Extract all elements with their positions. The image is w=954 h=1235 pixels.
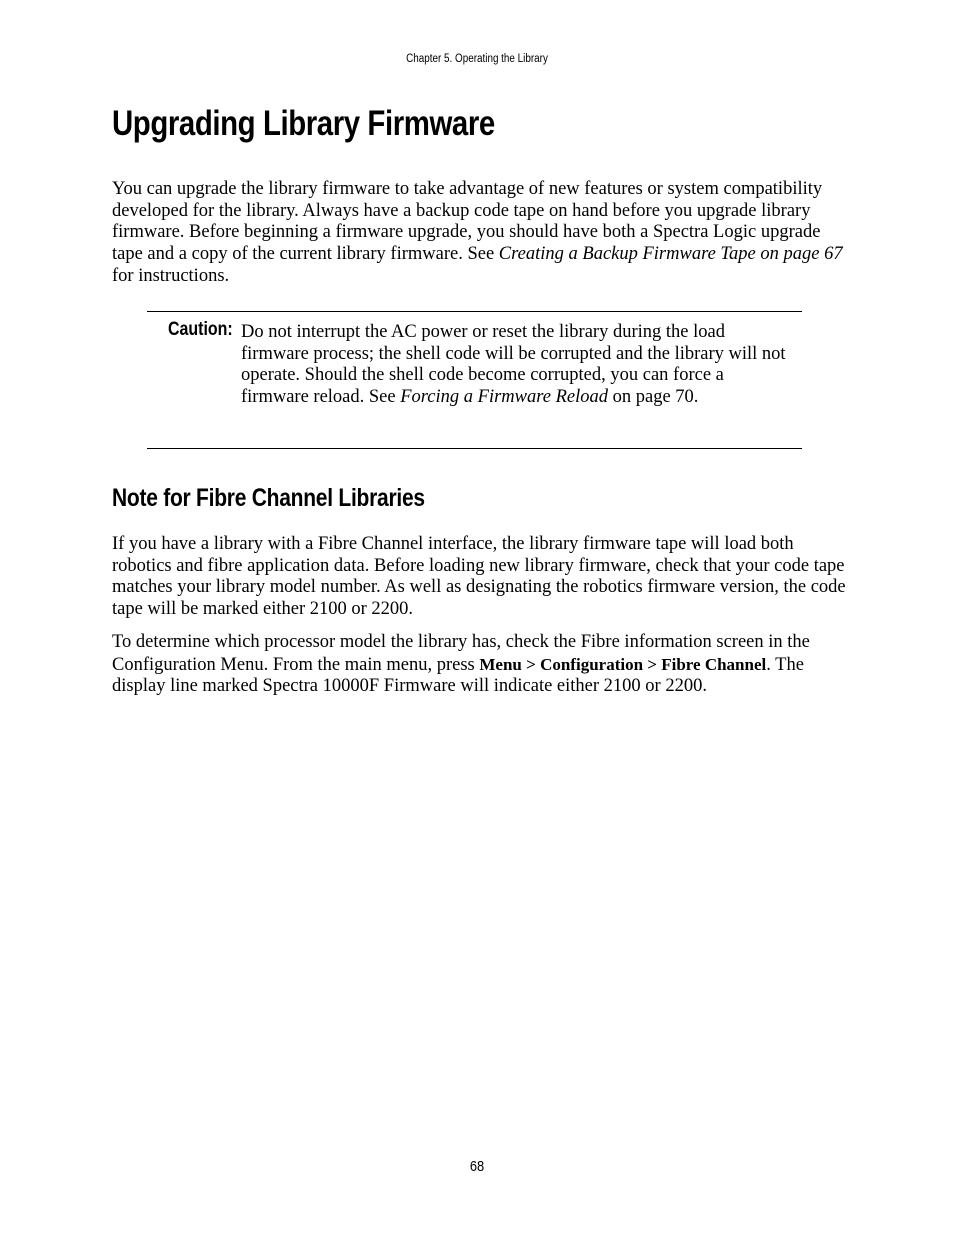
running-header: Chapter 5. Operating the Library (406, 53, 548, 65)
backup-tape-link[interactable]: Creating a Backup Firmware Tape on page 67 (498, 244, 843, 265)
caution-text (241, 322, 791, 409)
fibre-para2-text: To determine which processor model the library has, check the Fibre information screen in the Configuration Menu. From the main menu, press (112, 632, 810, 675)
fibre-para2-text-end: . The display line marked Spectra 10000F Firmware will indicate either 2100 or 2200. (112, 654, 804, 697)
section-heading-fibre: Note for Fibre Channel Libraries (112, 484, 425, 512)
fibre-paragraph-2 (112, 632, 847, 698)
page-title: Upgrading Library Firmware (112, 104, 495, 143)
caution-rule-bottom (147, 448, 802, 449)
firmware-reload-link[interactable]: Forcing a Firmware Reload (400, 387, 608, 408)
intro-paragraph (112, 179, 847, 288)
page-number: 68 (469, 1158, 485, 1175)
caution-body: Do not interrupt the AC power or reset the library during the load firmware process; the shell code will be corrupted and the library will not operate. Should the shell code become corrupted, you can force a firmware reload. See (241, 322, 786, 408)
intro-text-end: for instructions. (112, 265, 230, 286)
caution-label: Caution: (168, 319, 233, 340)
fibre-paragraph-1: If you have a library with a Fibre Channel interface, the library firmware tape will load both robotics and fibre application data. Before loading new library firmware, check that your code tape matches your library model number. As well as designating the robotics firmware version, the code tape will be marked either 2100 or 2200. (112, 534, 846, 620)
caution-rule-top (147, 311, 802, 312)
menu-path: Menu > Configuration > Fibre Channel (479, 654, 767, 674)
intro-text: You can upgrade the library firmware to take advantage of new features or system compatibility developed for the library. Always have a backup code tape on hand before you upgrade library firmware. Before beginning a firmware upgrade, you should have both a Spectra Logic upgrade tape and a copy of the current library firmware. See (112, 179, 823, 265)
caution-body-end: on page 70. (608, 387, 699, 408)
